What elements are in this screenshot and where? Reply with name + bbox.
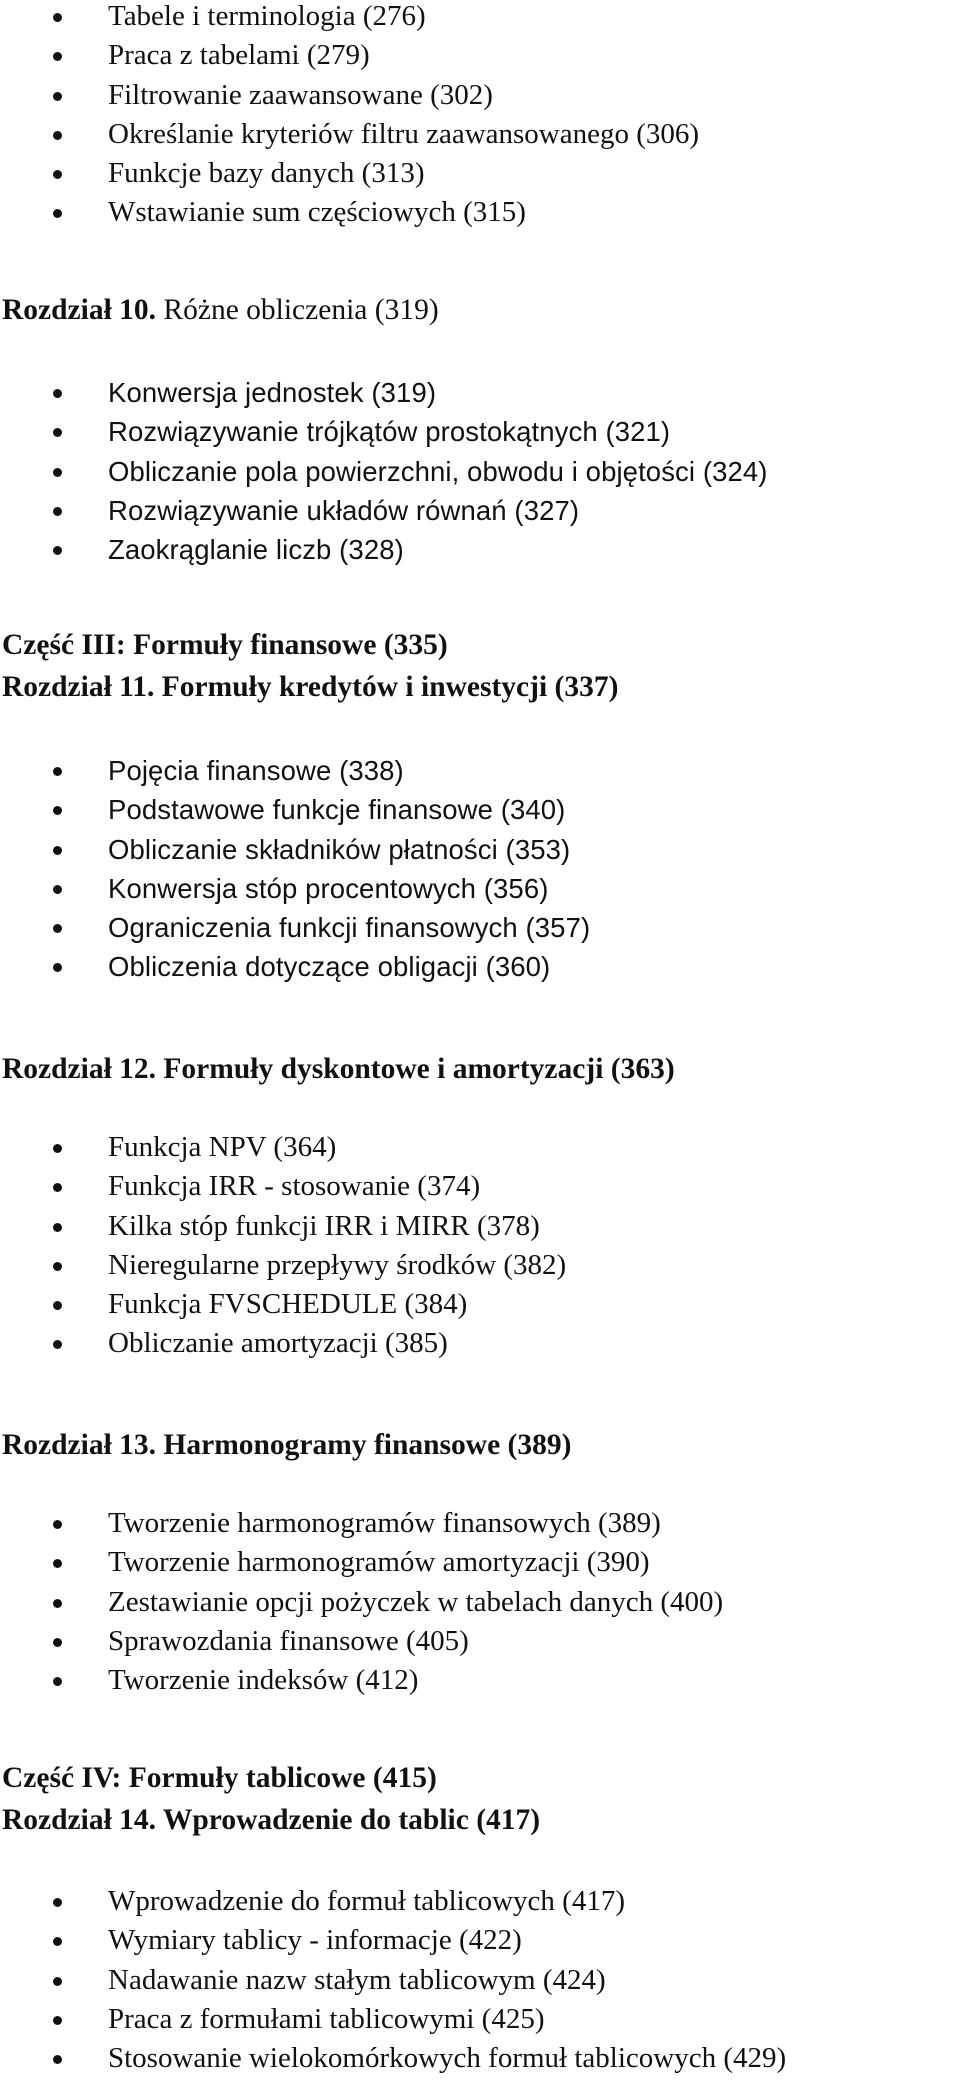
list-item	[0, 1167, 960, 1206]
list-item-label: Wstawianie sum częściowych (315)	[108, 196, 526, 229]
list-item-label: Stosowanie wielokomórkowych formuł tablicowych (429)	[108, 2042, 787, 2075]
list-item	[0, 2039, 960, 2078]
list-item	[0, 373, 960, 412]
toc-section	[0, 1882, 960, 2078]
bullet-icon	[53, 2055, 62, 2064]
list-item-label: Obliczanie amortyzacji (385)	[108, 1327, 448, 1360]
chapter-heading: Rozdział 12. Formuły dyskontowe i amortyzacji (363)	[2, 1053, 675, 1085]
list-item-label: Praca z tabelami (279)	[108, 39, 370, 72]
bullet-icon	[53, 1520, 62, 1529]
list-item	[0, 1285, 960, 1324]
bullet-icon	[53, 1559, 62, 1568]
list-item-label: Tworzenie harmonogramów amortyzacji (390)	[108, 1546, 650, 1579]
list-item-label: Funkcja FVSCHEDULE (384)	[108, 1288, 468, 1321]
chapter-heading	[2, 292, 439, 328]
chapter-number: Rozdział 10.	[2, 294, 157, 326]
bullet-icon	[53, 209, 62, 218]
list-item-label: Tworzenie indeksów (412)	[108, 1664, 419, 1697]
list-item-label: Funkcje bazy danych (313)	[108, 157, 425, 190]
list-item	[0, 1128, 960, 1167]
bullet-icon	[53, 428, 62, 437]
list-item	[0, 1543, 960, 1582]
bullet-icon	[53, 924, 62, 933]
list-item	[0, 1324, 960, 1363]
bullet-icon	[53, 1638, 62, 1647]
bullet-icon	[53, 885, 62, 894]
bullet-icon	[53, 1183, 62, 1192]
list-item	[0, 830, 960, 869]
list-item	[0, 2000, 960, 2039]
list-item-label: Zaokrąglanie liczb (328)	[108, 534, 404, 566]
list-item-label: Praca z formułami tablicowymi (425)	[108, 2002, 545, 2035]
list-item	[0, 76, 960, 115]
bullet-icon	[53, 963, 62, 972]
bullet-icon	[53, 546, 62, 555]
bullet-icon	[53, 2016, 62, 2025]
bullet-icon	[53, 1301, 62, 1310]
toc-section	[0, 373, 960, 569]
bullet-icon	[53, 1262, 62, 1271]
toc-section	[0, 1504, 960, 1700]
list-item-label: Określanie kryteriów filtru zaawansowanego (306)	[108, 117, 700, 150]
bullet-icon	[53, 389, 62, 398]
list-item-label: Rozwiązywanie trójkątów prostokątnych (321)	[108, 416, 671, 448]
bullet-icon	[53, 1223, 62, 1232]
list-item	[0, 947, 960, 986]
list-item-label: Tabele i terminologia (276)	[108, 0, 426, 32]
list-item	[0, 1246, 960, 1285]
list-item-label: Obliczenia dotyczące obligacji (360)	[108, 951, 551, 983]
list-item	[0, 908, 960, 947]
part-heading: Część IV: Formuły tablicowe (415)	[2, 1762, 437, 1794]
list-item	[0, 790, 960, 829]
list-item	[0, 491, 960, 530]
bullet-icon	[53, 1144, 62, 1153]
chapter-heading: Rozdział 11. Formuły kredytów i inwestycji (337)	[2, 671, 619, 703]
list-item	[0, 412, 960, 451]
bullet-icon	[53, 1677, 62, 1686]
list-item-label: Pojęcia finansowe (338)	[108, 755, 404, 786]
toc-section	[0, 0, 960, 233]
list-item	[0, 1583, 960, 1622]
bullet-icon	[53, 468, 62, 477]
list-item-label: Funkcja IRR - stosowanie (374)	[108, 1170, 481, 1203]
list-item-label: Konwersja jednostek (319)	[108, 377, 437, 408]
bullet-icon	[53, 13, 62, 22]
list-item-label: Ograniczenia funkcji finansowych (357)	[108, 912, 591, 944]
list-item	[0, 1961, 960, 2000]
toc-section	[0, 751, 960, 987]
bullet-icon	[53, 846, 62, 855]
list-item	[0, 751, 960, 790]
list-item	[0, 115, 960, 154]
list-item-label: Podstawowe funkcje finansowe (340)	[108, 794, 566, 826]
list-item	[0, 36, 960, 75]
list-item-label: Rozwiązywanie układów równań (327)	[108, 494, 580, 526]
list-item	[0, 193, 960, 232]
list-item-label: Funkcja NPV (364)	[108, 1131, 337, 1163]
chapter-heading: Rozdział 14. Wprowadzenie do tablic (417)	[2, 1804, 541, 1836]
bullet-icon	[53, 1977, 62, 1986]
list-item-label: Wprowadzenie do formuł tablicowych (417)	[108, 1885, 625, 1917]
bullet-icon	[53, 1937, 62, 1946]
list-item	[0, 1622, 960, 1661]
list-item	[0, 154, 960, 193]
list-item-label: Sprawozdania finansowe (405)	[108, 1624, 469, 1657]
list-item-label: Kilka stóp funkcji IRR i MIRR (378)	[108, 1209, 540, 1242]
chapter-title: Różne obliczenia (319)	[156, 294, 439, 326]
list-item-label: Tworzenie harmonogramów finansowych (389)	[108, 1507, 661, 1539]
list-item-label: Obliczanie składników płatności (353)	[108, 833, 571, 865]
list-item-label: Nadawanie nazw stałym tablicowym (424)	[108, 1963, 606, 1996]
part-heading: Część III: Formuły finansowe (335)	[2, 629, 448, 661]
bullet-icon	[53, 806, 62, 815]
list-item-label: Wymiary tablicy - informacje (422)	[108, 1924, 522, 1957]
list-item-label: Konwersja stóp procentowych (356)	[108, 872, 549, 904]
bullet-icon	[53, 507, 62, 516]
list-item	[0, 452, 960, 491]
list-item	[0, 1882, 960, 1921]
list-item-label: Zestawianie opcji pożyczek w tabelach danych (400)	[108, 1585, 724, 1618]
list-item-label: Obliczanie pola powierzchni, obwodu i objętości (324)	[108, 455, 768, 487]
toc-section	[0, 1128, 960, 1364]
bullet-icon	[53, 170, 62, 179]
list-item-label: Nieregularne przepływy środków (382)	[108, 1248, 567, 1281]
list-item	[0, 1921, 960, 1960]
list-item	[0, 530, 960, 569]
bullet-icon	[53, 1599, 62, 1608]
list-item	[0, 869, 960, 908]
list-item	[0, 1504, 960, 1543]
list-item	[0, 1207, 960, 1246]
list-item-label: Filtrowanie zaawansowane (302)	[108, 78, 493, 111]
chapter-heading: Rozdział 13. Harmonogramy finansowe (389)	[2, 1429, 572, 1461]
bullet-icon	[53, 52, 62, 61]
list-item	[0, 0, 960, 36]
bullet-icon	[53, 92, 62, 101]
bullet-icon	[53, 1340, 62, 1349]
bullet-icon	[53, 1898, 62, 1907]
bullet-icon	[53, 767, 62, 776]
list-item	[0, 1661, 960, 1700]
bullet-icon	[53, 131, 62, 140]
